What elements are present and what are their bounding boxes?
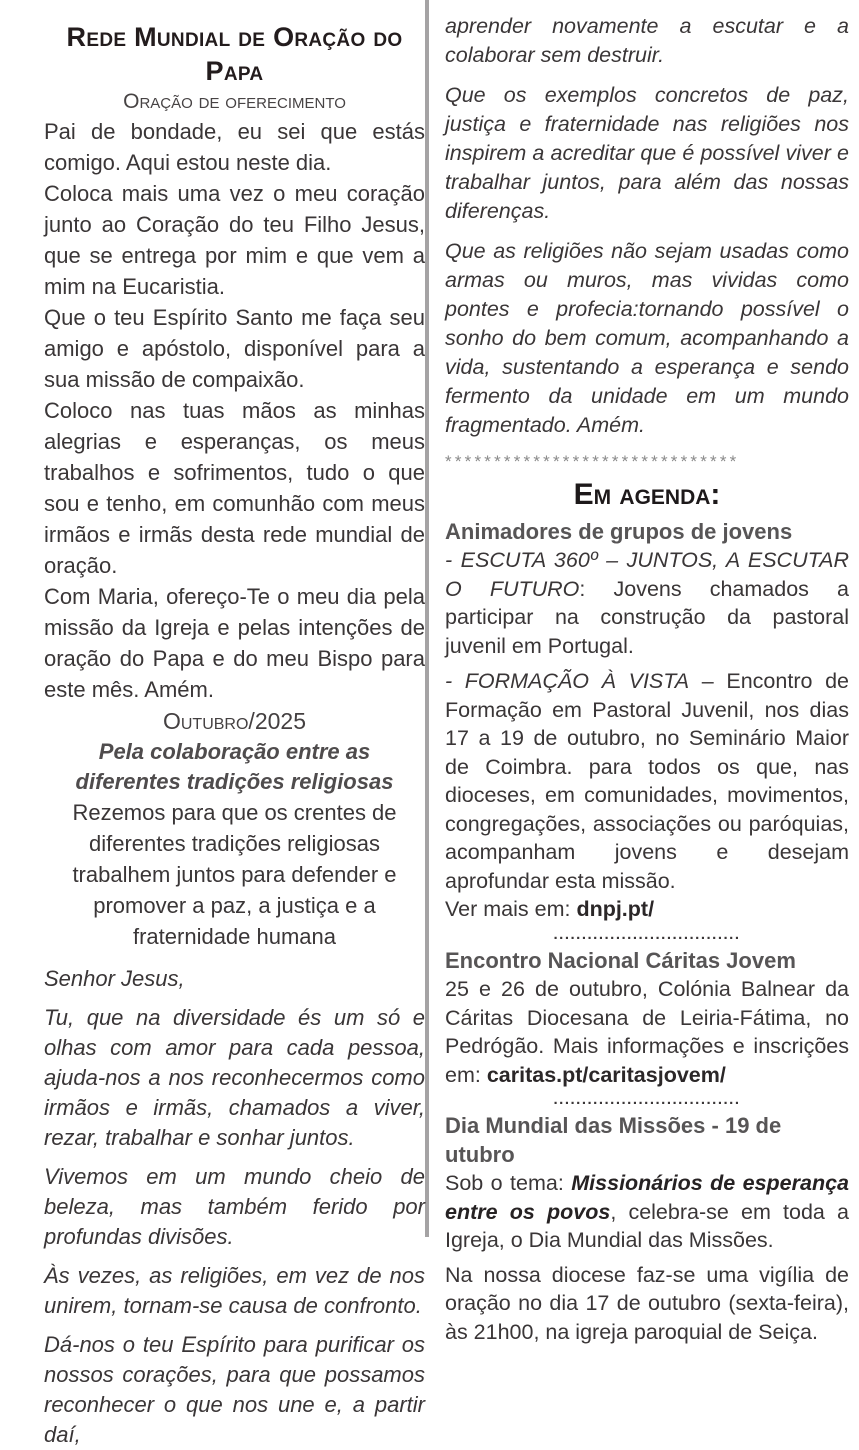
- offering-paragraph: Coloco nas tuas mãos as minhas alegrias e esperanças, os meus trabalhos e sofrimentos, tudo o que sou e tenho, em comunhão com meus irmãos e irmãs desta rede mundial de oração.: [44, 398, 425, 578]
- agenda-entry-vigilia: Na nossa diocese faz-se uma vigília de oração no dia 17 de outubro (sexta-feira), às 21h00, na igreja paroquial de Seiça.: [445, 1262, 849, 1344]
- entry-text-escuta: : Jovens chamados a participar na construção da pastoral juvenil em Portugal.: [445, 576, 849, 658]
- prayer-paragraph: Que os exemplos concretos de paz, justiça e fraternidade nas religiões nos inspirem a acreditar que é possível viver e trabalhar juntos, para além das nossas diferenças.: [445, 83, 849, 223]
- month-heading: Outubro/2025: [162, 708, 306, 734]
- litany-paragraph: Vivemos em um mundo cheio de beleza, mas também ferido por profundas divisões.: [44, 1164, 425, 1249]
- litany-paragraph: Tu, que na diversidade és um só e olhas com amor para cada pessoa, ajuda-nos a nos reconhecermos como irmãos e irmãs, chamados a viver, rezar, trabalhar e sonhar juntos.: [44, 1005, 425, 1150]
- prayer-paragraph: aprender novamente a escutar e a colaborar sem destruir.: [445, 14, 849, 67]
- missoes-theme: Missionários de esperança entre os povos: [445, 1171, 850, 1224]
- prayer-continuation: [445, 12, 849, 440]
- missoes-text: , celebra-se em toda a Igreja, o Dia Mundial das Missões.: [445, 1199, 849, 1252]
- asterisk-separator: ******************************: [445, 452, 740, 471]
- offering-subtitle: Oração de oferecimento: [123, 90, 346, 113]
- agenda-heading: Em agenda:: [573, 478, 721, 511]
- intention-title: Pela colaboração entre as diferentes tradições religiosas: [75, 739, 394, 794]
- prayer-paragraph: Que as religiões não sejam usadas como armas ou muros, mas vividas como pontes e profecia:tornando possível o sonho do bem comum, acompanhando a vida, sustentando a esperança e sendo fermento da unidade em um mundo fragmentado. Amém.: [445, 239, 849, 437]
- offering-paragraph: Com Maria, ofereço-Te o meu dia pela missão da Igreja e pelas intenções de oração do Papa e do meu Bispo para este mês. Amém.: [44, 584, 425, 702]
- offering-paragraph: Coloca mais uma vez o meu coração junto ao Coração do teu Filho Jesus, que se entrega por mim e que vem a mim na Eucaristia.: [44, 181, 425, 299]
- agenda-item-heading-caritas: Encontro Nacional Cáritas Jovem: [445, 948, 796, 973]
- offering-paragraph: Que o teu Espírito Santo me faça seu amigo e apóstolo, disponível para a sua missão de compaixão.: [44, 305, 425, 392]
- column-divider: [425, 0, 429, 1237]
- agenda-item-heading-animadores: Animadores de grupos de jovens: [445, 519, 793, 544]
- dnpj-link[interactable]: dnpj.pt/: [576, 897, 655, 921]
- agenda-entry-formacao: [445, 667, 849, 895]
- dotted-separator: .................................: [553, 1091, 741, 1108]
- entry-text-formacao: – Encontro de Formação em Pastoral Juvenil, nos dias 17 a 19 de outubro, no Seminário Maior de Coimbra. para todos os que, nas dioceses, em comunidades, movimentos, congregações, associações ou paróquias, acompanham jovens e desejam aprofundar esta missão.: [445, 669, 849, 893]
- agenda-item-heading-missoes: Dia Mundial das Missões - 19 de utubro: [445, 1113, 782, 1167]
- intention-text: Rezemos para que os crentes de diferentes tradições religiosas trabalhem juntos para defender e promover a paz, a justiça e a fraternidade humana: [72, 800, 397, 949]
- agenda-entry-caritas: [445, 975, 849, 1089]
- prayer-litany: [44, 964, 425, 1450]
- see-more-label: Ver mais em:: [445, 897, 577, 921]
- caritas-link[interactable]: caritas.pt/caritasjovem/: [486, 1062, 726, 1087]
- left-column: [44, 20, 425, 1450]
- missoes-intro: Sob o tema:: [445, 1171, 572, 1195]
- litany-paragraph: Às vezes, as religiões, em vez de nos unirem, tornam-se causa de confronto.: [44, 1263, 425, 1318]
- litany-paragraph: Dá-nos o teu Espírito para purificar os nossos corações, para que possamos reconhecer o que nos une e, a partir daí,: [44, 1332, 425, 1447]
- offering-paragraph: Pai de bondade, eu sei que estás comigo. Aqui estou neste dia.: [44, 119, 425, 175]
- caritas-text: 25 e 26 de outubro, Colónia Balnear da Cáritas Diocesana de Leiria-Fátima, no Pedrógão. Mais informações e inscrições em:: [445, 977, 849, 1087]
- see-more-line: [445, 895, 849, 924]
- right-column: [445, 12, 849, 1346]
- entry-title-escuta: - ESCUTA 360º – JUNTOS, A ESCUTAR O FUTURO: [445, 548, 849, 601]
- agenda-entry-missoes: [445, 1169, 849, 1255]
- page-title: Rede Mundial de Oração do Papa: [66, 22, 403, 86]
- agenda-entry-escuta: [445, 546, 849, 660]
- dotted-separator: .................................: [553, 926, 741, 943]
- entry-title-formacao: - FORMAÇÃO À VISTA: [445, 669, 690, 693]
- offering-prayer: [44, 116, 425, 705]
- litany-paragraph: Senhor Jesus,: [44, 966, 185, 991]
